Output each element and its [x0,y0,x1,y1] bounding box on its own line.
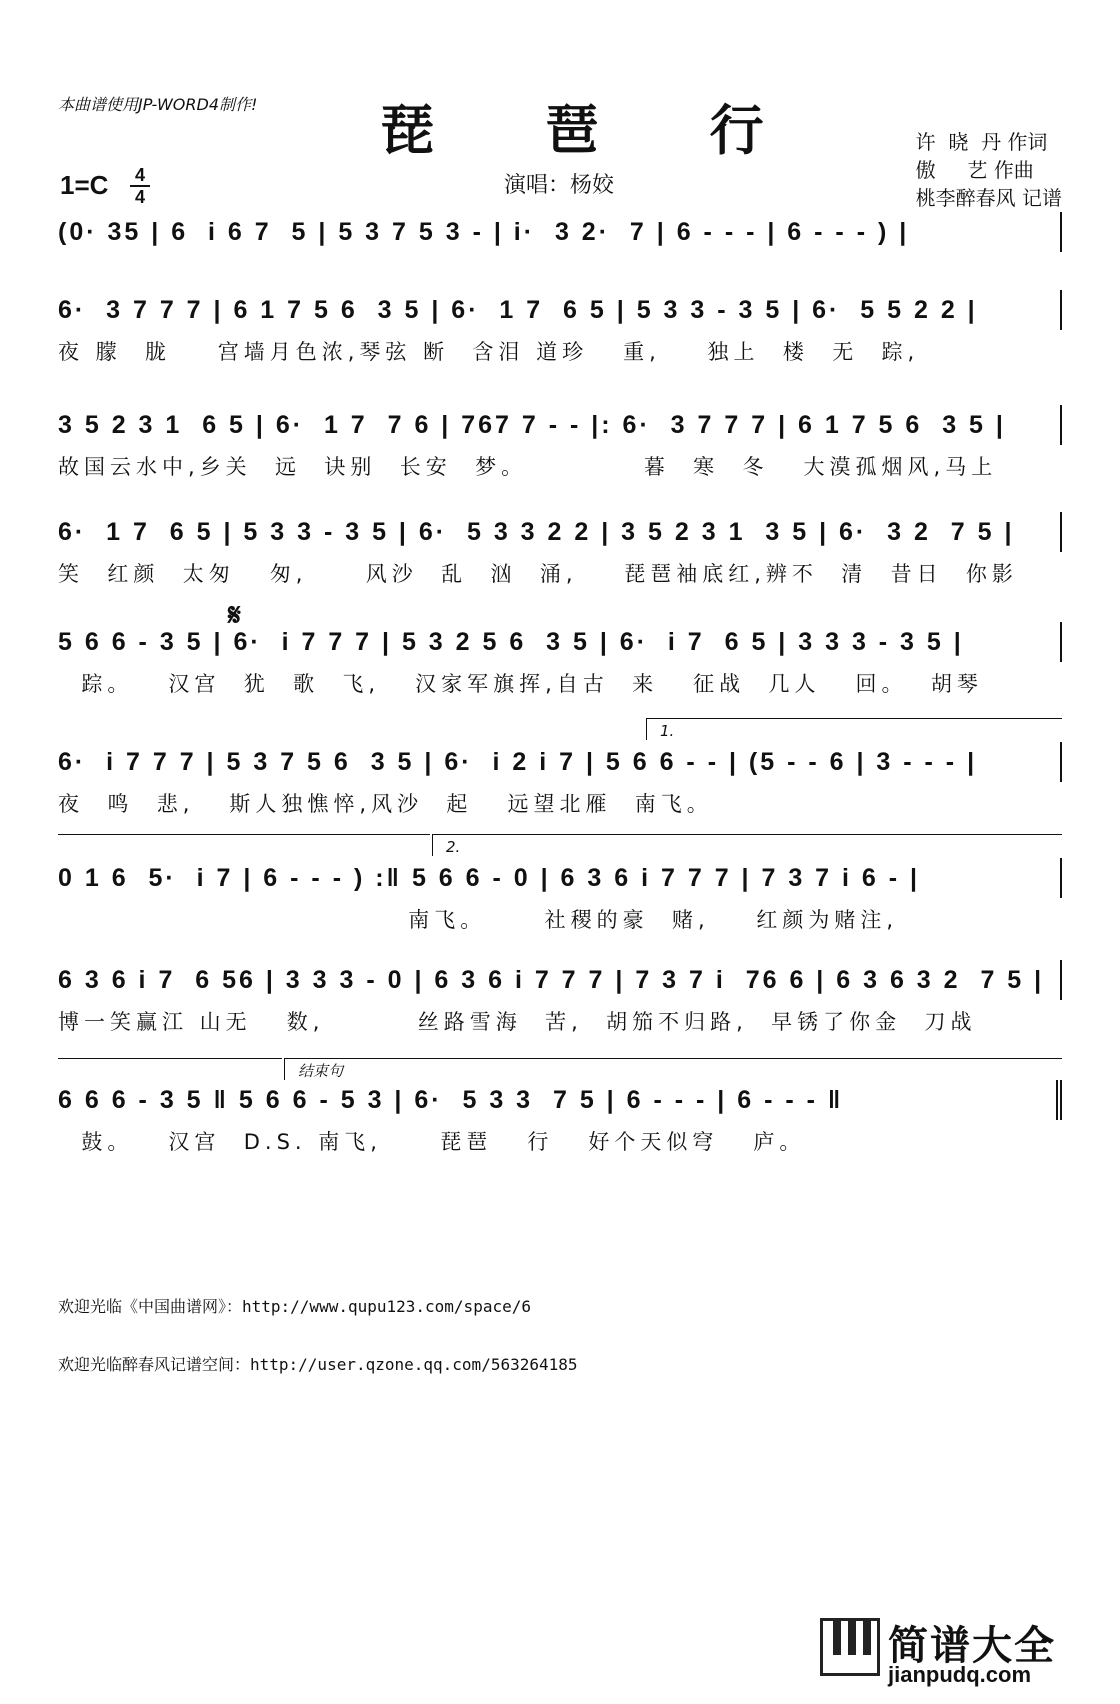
credits [916,128,1062,212]
footer-link-qupu[interactable]: 欢迎光临《中国曲谱网》：http://www.qupu123.com/space/6 [58,1297,531,1316]
notation-line: 3 5 2 3 1 6 5 | 6· 1 7 7 6 | 767 7 - - |: 6· 3 7 7 7 | 6 1 7 5 6 3 5 | [58,405,1062,445]
notation-line: 6· 1 7 6 5 | 5 3 3 - 3 5 | 6· 5 3 3 2 2 | 3 5 2 3 1 3 5 | 6· 3 2 7 5 | [58,512,1062,552]
ending-label: 结束句 [298,1062,344,1080]
key-signature: 1=C [60,170,109,200]
notation-line: 6· i 7 7 7 | 5 3 7 5 6 3 5 | 6· i 2 i 7 | 5 6 6 - - | (5 - - 6 | 3 - - - | [58,742,1062,782]
volta-1-bracket [646,718,1062,719]
lyric-line: 夜 鸣 悲, 斯人独憔悴,风沙 起 远望北雁 南飞。 [58,792,713,816]
notation-line: 6 3 6 i 7 6 56 | 3 3 3 - 0 | 6 3 6 i 7 7 7 | 7 3 7 i 76 6 | 6 3 6 3 2 7 5 | [58,960,1062,1000]
lyric-line: 故国云水中,乡关 远 诀别 长安 梦。 暮 寒 冬 大漠孤烟风,马上 [58,455,998,479]
footer-link-qzone[interactable]: 欢迎光临醉春风记谱空间：http://user.qzone.qq.com/563264185 [58,1355,578,1374]
volta-1-bracket-leg [646,718,647,740]
volta-2-label: 2. [446,838,461,856]
score-system-4 [58,512,1062,592]
score-system-8 [58,960,1062,1040]
logo-url: jianpudq.com [888,1662,1031,1687]
notation-line: (0· 35 | 6 i 6 7 5 | 5 3 7 5 3 - | i· 3 2· 7 | 6 - - - | 6 - - - ) | [58,212,1062,252]
score-system-7 [58,858,1062,938]
time-signature [130,166,150,206]
tool-note: 本曲谱使用JP-WORD4制作! [58,95,258,114]
meter-bottom: 4 [134,187,145,207]
volta-2-bracket-leg [432,834,433,856]
volta-1-label: 1. [660,722,675,740]
continuation-line [58,1058,282,1059]
meter-top: 4 [134,165,145,185]
notation-line: 6· 3 7 7 7 | 6 1 7 5 6 3 5 | 6· 1 7 6 5 | 5 3 3 - 3 5 | 6· 5 5 2 2 | [58,290,1062,330]
lyric-line: 笑 红颜 太匆 匆, 风沙 乱 汹 涌, 琵琶袖底红,辨不 清 昔日 你影 [58,562,1018,586]
notation-line: 0 1 6 5· i 7 | 6 - - - ) :‖ 5 6 6 - 0 | 6 3 6 i 7 7 7 | 7 3 7 i 6 - | [58,858,1062,898]
lyric-line: 博一笑赢江 山无 数, 丝路雪海 苦, 胡笳不归路, 早锈了你金 刀战 [58,1010,977,1034]
score-system-6 [58,742,1062,822]
score-system-9 [58,1080,1062,1160]
score-system-1 [58,212,1062,292]
score-system-3 [58,405,1062,485]
ending-bracket [284,1058,1062,1059]
transcriber: 桃李醉春风 记谱 [915,186,1062,210]
lyric-line: 南飞。 社稷的豪 赌, 红颜为赌注, [58,908,899,932]
site-logo[interactable] [820,1618,1110,1688]
logo-name: 简谱大全 [888,1623,1056,1669]
notation-line: 6 6 6 - 3 5 ‖ 5 6 6 - 5 3 | 6· 5 3 3 7 5 | 6 - - - | 6 - - - ‖ [58,1080,1062,1120]
notation-line: 5 6 6 - 3 5 | 6· i 7 7 7 | 5 3 2 5 6 3 5 | 6· i 7 6 5 | 3 3 3 - 3 5 | [58,622,1062,662]
song-title: 琵 琶 行 [380,98,810,162]
continuation-line [58,834,430,835]
lyricist: 许 晓 丹 作词 [915,130,1048,154]
lyric-line: 踪。 汉宫 犹 歌 飞, 汉家军旗挥,自古 来 征战 几人 回。 胡琴 [58,672,983,696]
score-system-2 [58,290,1062,370]
volta-2-bracket [432,834,1062,835]
ending-bracket-leg [284,1058,285,1080]
singer: 演唱：杨姣 [504,173,615,198]
score-system-5 [58,622,1062,702]
lyric-line: 夜 朦 胧 宫墙月色浓,琴弦 断 含泪 道珍 重, 独上 楼 无 踪, [58,340,920,364]
segno-sign: 𝄋 [228,598,241,633]
composer: 傲 艺 作曲 [915,158,1034,182]
lyric-line [58,256,1062,292]
lyric-line: 鼓。 汉宫 D.S. 南飞, 琵琶 行 好个天似穹 庐。 [58,1130,806,1154]
piano-keys-icon [820,1618,880,1676]
